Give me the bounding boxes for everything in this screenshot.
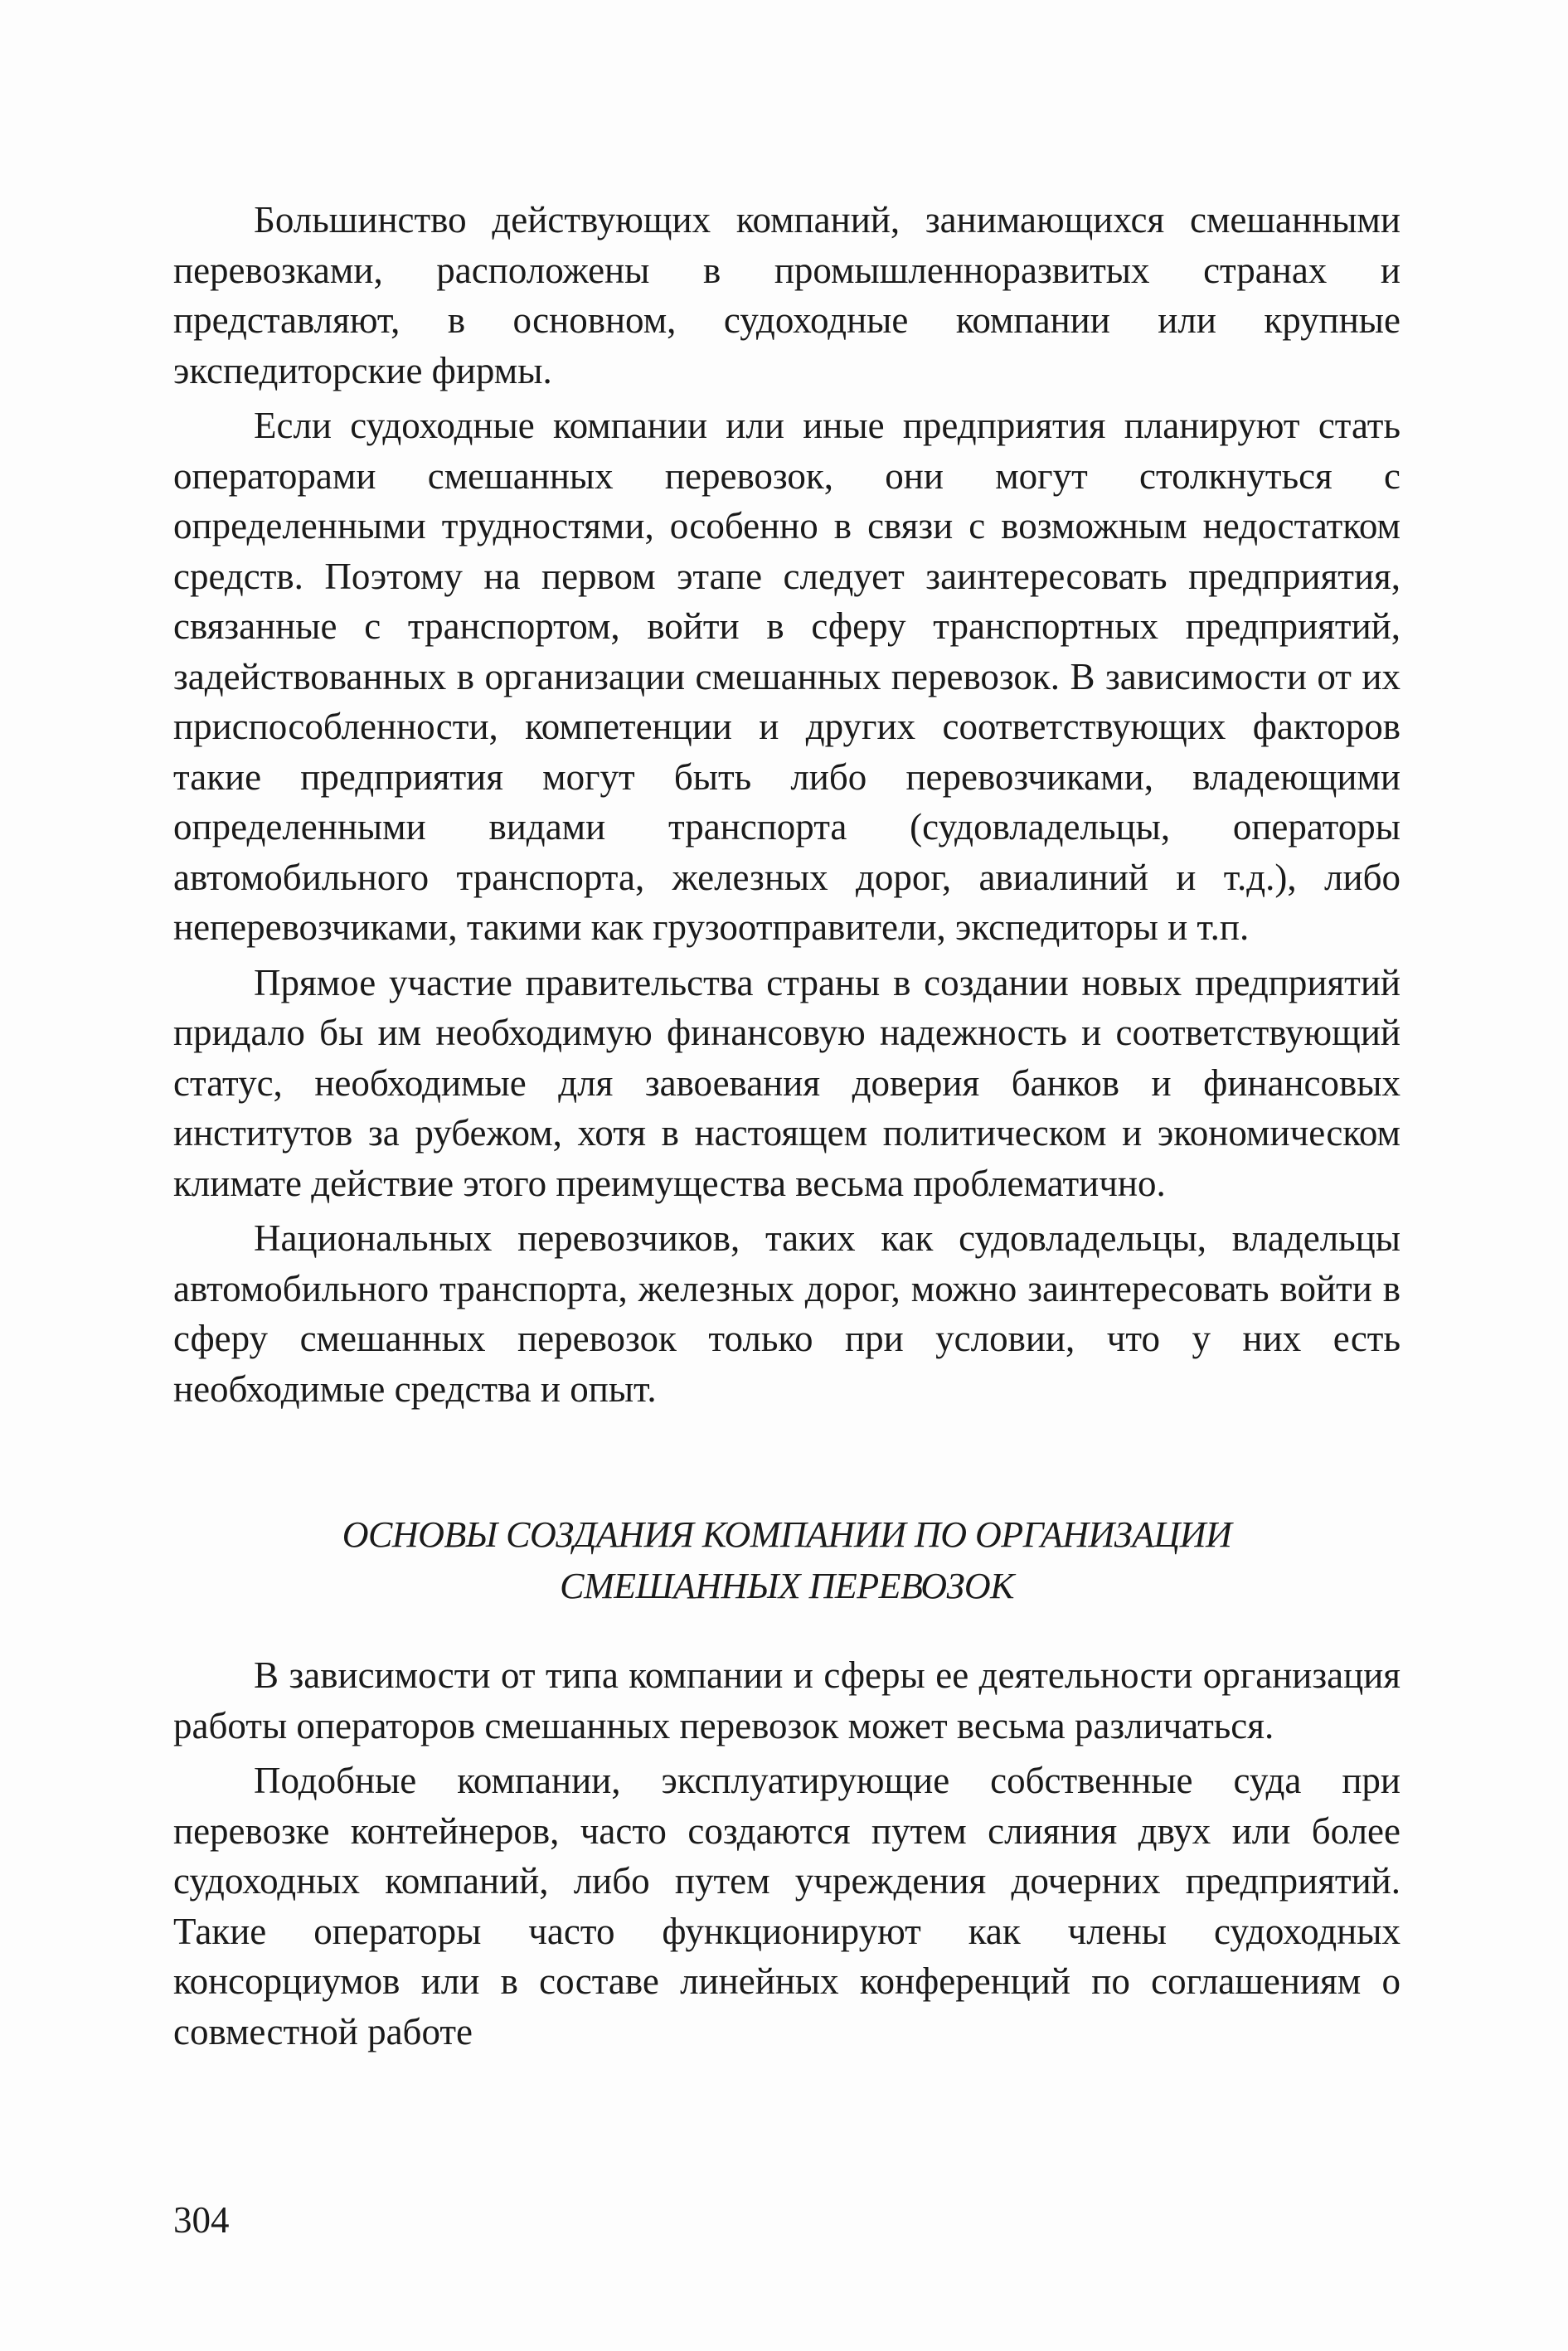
section-heading-line-2: СМЕШАННЫХ ПЕРЕВОЗОК	[560, 1566, 1014, 1606]
paragraph-4: Национальных перевозчиков, таких как судовладельцы, владельцы автомобильного транспорта, железных дорог, можно заинтересовать войти в сферу смешанных перевозок только при условии, что у них есть необходимые средства и опыт.	[173, 1217, 1401, 1410]
page-number: 304	[173, 2199, 230, 2241]
paragraph-6: Подобные компании, эксплуатирующие собственные суда при перевозке контейнеров, часто создаются путем слияния двух или более судоходных компаний, либо путем учреждения дочерних предприятий. Такие операторы часто функционируют как члены судоходных консорциумов или в составе линейных конференций по соглашениям о совместной работе	[173, 1760, 1401, 2052]
paragraph-2: Если судоходные компании или иные предприятия планируют стать операторами смешанных перевозок, они могут столкнуться с определенными трудностями, особенно в связи с возможным недостатком средств. Поэтому на первом этапе следует заинтересовать предприятия, связанные с транспортом, войти в сферу транспортных предприятий, задействованных в организации смешанных перевозок. В зависимости от их приспособленности, компетенции и других соответствующих факторов такие предприятия могут быть либо перевозчиками, владеющими определенными видами транспорта (судовладельцы, операторы автомобильного транспорта, железных дорог, авиалиний и т.д.), либо неперевозчиками, такими как грузоотправители, экспедиторы и т.п.	[173, 405, 1401, 948]
paragraph-3: Прямое участие правительства страны в создании новых предприятий придало бы им необходимую финансовую надежность и соответствующий статус, необходимые для завоевания доверия банков и финансовых институтов за рубежом, хотя в настоящем политическом и экономическом климате действие этого преимущества весьма проблематично.	[173, 961, 1401, 1204]
paragraph-1: Большинство действующих компаний, занимающихся смешанными перевозками, расположены в промышленноразвитых странах и представляют, в основном, судоходные компании или крупные экспедиторские фирмы.	[173, 199, 1401, 391]
body-text-section-2	[173, 1650, 1401, 2057]
section-heading-line-1: ОСНОВЫ СОЗДАНИЯ КОМПАНИИ ПО ОРГАНИЗАЦИИ	[342, 1514, 1232, 1555]
body-text-section-1	[173, 195, 1401, 1414]
paragraph-5: В зависимости от типа компании и сферы ее деятельности организация работы операторов смешанных перевозок может весьма различаться.	[173, 1654, 1401, 1746]
section-heading	[173, 1509, 1401, 1612]
